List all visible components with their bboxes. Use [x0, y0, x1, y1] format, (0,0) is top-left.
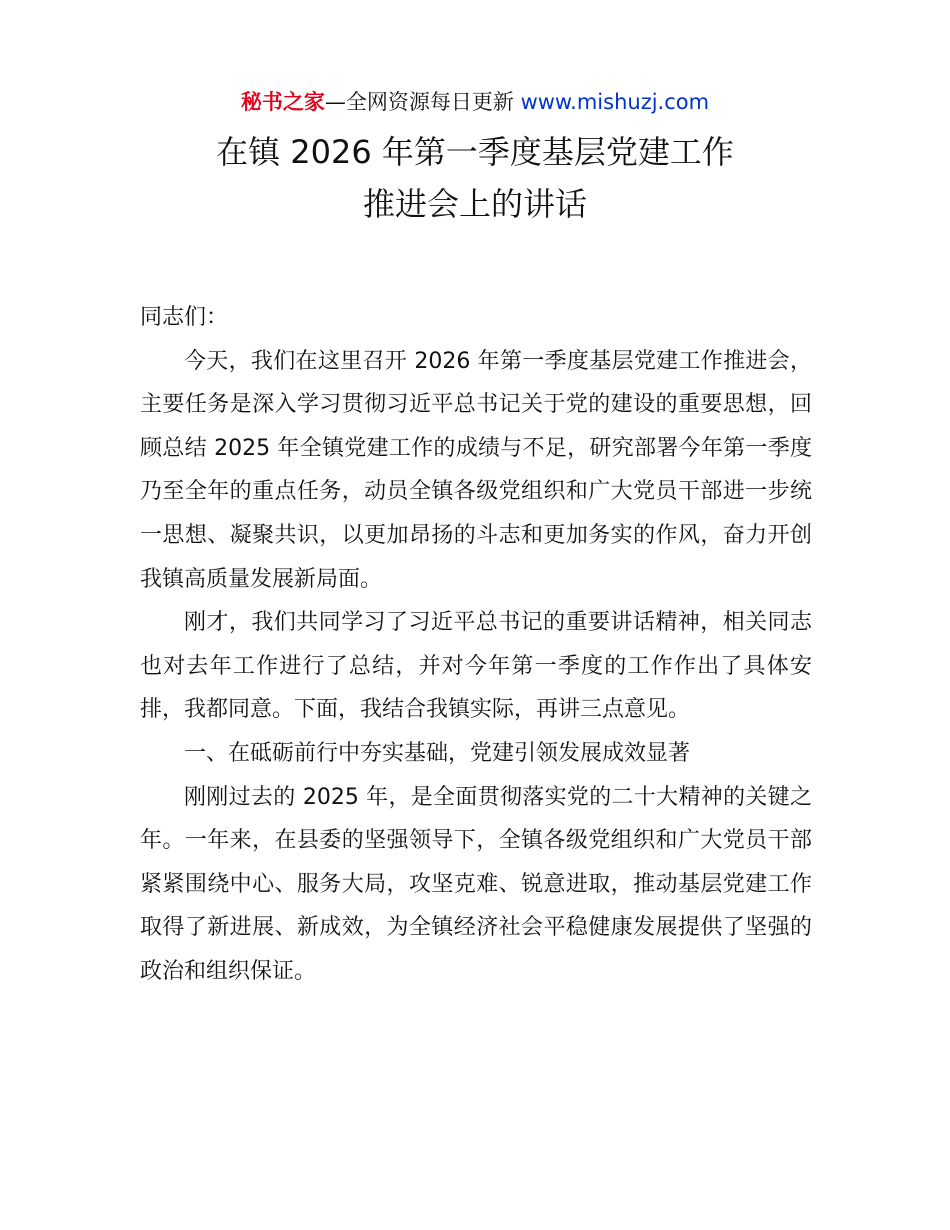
- brand-name: 秘书之家: [240, 90, 325, 114]
- section-1-paragraph: 刚刚过去的 2025 年，是全面贯彻落实党的二十大精神的关键之年。一年来，在县委的坚强领导下，全镇各级党组织和广大党员干部紧紧围绕中心、服务大局，攻坚克难、锐意进取，推动基层党建工作取得了新进展、新成效，为全镇经济社会平稳健康发展提供了坚强的政治和组织保证。: [140, 784, 812, 984]
- header-slogan: —全网资源每日更新: [324, 90, 521, 114]
- paragraph-1: 今天，我们在这里召开 2026 年第一季度基层党建工作推进会，主要任务是深入学习贯彻习近平总书记关于党的建设的重要思想，回顾总结 2025 年全镇党建工作的成绩与不足，研究部署今年第一季度乃至全年的重点任务，动员全镇各级党组织和广大党员干部进一步统一思想、凝聚共识，以更加昂扬的斗志和更加务实的作风，奋力开创我镇高质量发展新局面。: [140, 348, 812, 592]
- site-url-link[interactable]: www.mishuzj.com: [520, 90, 710, 114]
- site-header: [0, 88, 950, 116]
- document-body: [140, 296, 812, 994]
- document-title-line-2: 推进会上的讲话: [362, 185, 587, 223]
- paragraph-2: 刚才，我们共同学习了习近平总书记的重要讲话精神，相关同志也对去年工作进行了总结，并对今年第一季度的工作作出了具体安排，我都同意。下面，我结合我镇实际，再讲三点意见。: [140, 610, 812, 723]
- document-title-line-1: 在镇 2026 年第一季度基层党建工作: [216, 133, 734, 171]
- section-heading-1: 一、在砥砺前行中夯实基础，党建引领发展成效显著: [184, 740, 691, 766]
- salutation: 同志们：: [140, 305, 229, 330]
